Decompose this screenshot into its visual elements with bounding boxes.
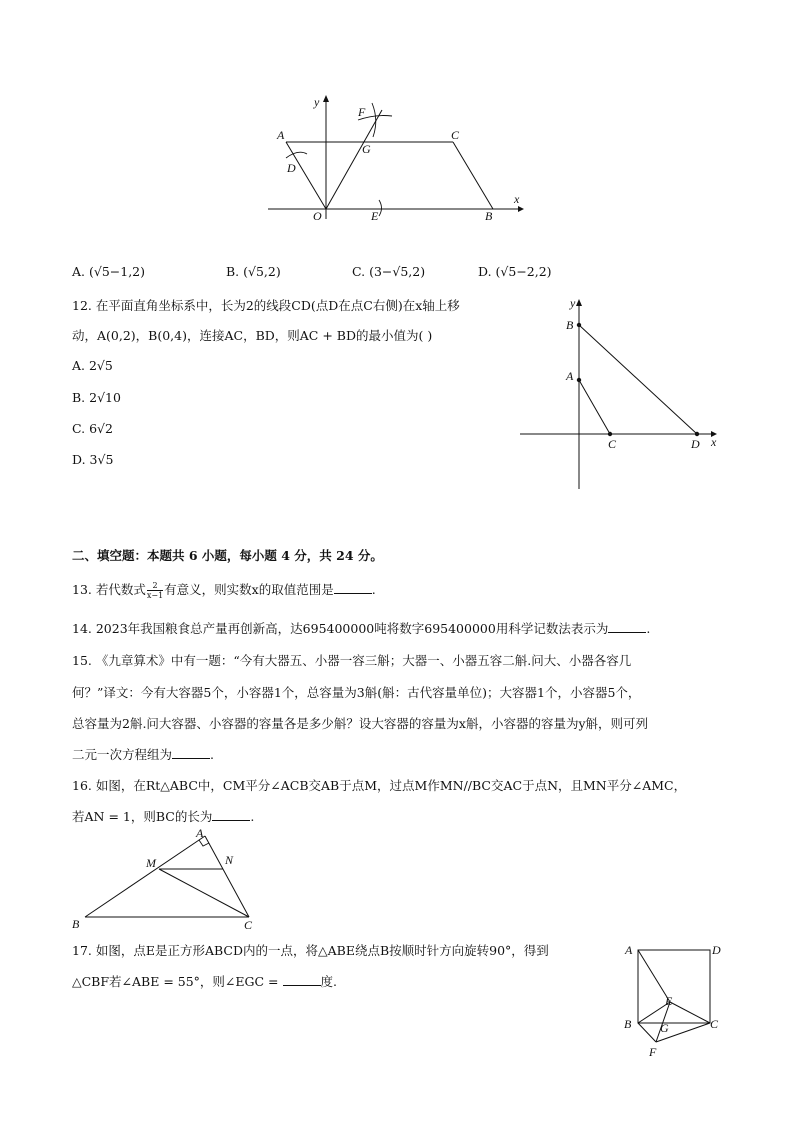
x-axis-arrow	[518, 206, 524, 212]
q15-line4-text: 二元一次方程组为	[72, 747, 173, 762]
label-a: A	[566, 369, 574, 383]
label-e: E	[665, 994, 673, 1008]
arc-e	[379, 200, 382, 216]
q17-line2	[72, 972, 337, 990]
arc-d	[286, 152, 307, 158]
label-o: O	[313, 209, 322, 223]
label-n: N	[225, 853, 234, 867]
label-d: D	[712, 943, 721, 957]
arc-f-2	[372, 103, 376, 137]
q12-figure	[515, 292, 725, 492]
label-f: F	[358, 105, 366, 119]
square-abcd	[638, 950, 710, 1023]
label-g: G	[362, 142, 371, 156]
q16-answer-blank[interactable]	[212, 808, 250, 821]
label-b: B	[72, 917, 80, 931]
point-d	[695, 432, 699, 436]
q13-end: .	[371, 582, 376, 597]
q11-option-c[interactable]: C. (3−√5,2)	[352, 264, 426, 279]
q15-line1: 15. 《九章算术》中有一题：“今有大器五、小器一容三斛；大器一、小器五容二斛.问大、小器各容几	[72, 653, 632, 668]
q17-end: 度.	[320, 974, 337, 989]
label-b: B	[624, 1017, 632, 1031]
q16-end: .	[250, 809, 255, 824]
q14-end: .	[646, 621, 651, 636]
label-y: y	[570, 296, 576, 310]
q14-text: 14. 2023年我国粮食总产量再创新高，达695400000吨将数字695400000用科学记数法表示为	[72, 621, 609, 636]
q13-answer-blank[interactable]	[334, 581, 372, 594]
label-f: F	[649, 1045, 657, 1059]
segment-ac	[579, 380, 610, 434]
label-y: y	[314, 95, 320, 109]
segment-ao	[286, 142, 326, 209]
label-c: C	[244, 918, 253, 932]
q17-line2-text: △CBF若∠ABE = 55°，则∠EGC =	[72, 974, 279, 989]
q13	[72, 580, 376, 600]
q12-line2: 动，A(0,2)，B(0,4)，连接AC，BD，则AC + BD的最小值为( )	[72, 328, 433, 343]
label-b: B	[566, 318, 574, 332]
segment-cb	[453, 142, 493, 209]
q11-option-b[interactable]: B. (√5,2)	[226, 264, 281, 279]
q13-pre: 13. 若代数式	[72, 582, 146, 597]
q16-figure	[65, 825, 265, 935]
section-fill-in-heading: 二、填空题：本题共 6 小题，每小题 4 分，共 24 分。	[72, 548, 383, 563]
q15-line3: 总容量为2斛.问大容器、小容器的容量各是多少斛？设大容器的容量为x斛，小容器的容量为y斛，则可列	[72, 716, 649, 731]
q12-line1: 12. 在平面直角坐标系中，长为2的线段CD(点D在点C右侧)在x轴上移	[72, 298, 460, 313]
q13-denominator: x−1	[146, 591, 164, 600]
q13-fraction	[147, 581, 163, 600]
q15-end: .	[210, 747, 214, 762]
point-b	[577, 323, 581, 327]
segment-ec	[670, 1002, 710, 1023]
q12-option-d[interactable]: D. 3√5	[72, 452, 114, 467]
segment-bd	[579, 325, 697, 434]
label-x: x	[711, 435, 717, 449]
label-e: E	[371, 209, 379, 223]
label-a: A	[196, 826, 204, 840]
q17-answer-blank[interactable]	[283, 973, 321, 986]
q12-option-a[interactable]: A. 2√5	[72, 358, 113, 373]
q16-line2-text: 若AN = 1，则BC的长为	[72, 809, 213, 824]
y-axis-arrow	[323, 95, 329, 102]
label-d: D	[691, 437, 700, 451]
q13-post: 有意义，则实数x的取值范围是	[164, 582, 334, 597]
label-a: A	[277, 128, 285, 142]
label-m: M	[146, 856, 156, 870]
label-c: C	[451, 128, 460, 142]
ray-of	[326, 110, 382, 209]
label-c: C	[608, 437, 617, 451]
q11-option-d[interactable]: D. (√5−2,2)	[478, 264, 552, 279]
q12-option-c[interactable]: C. 6√2	[72, 421, 113, 436]
label-d: D	[287, 161, 296, 175]
point-c	[608, 432, 612, 436]
q15-answer-blank[interactable]	[172, 746, 210, 759]
q13-numerator: 2	[147, 581, 163, 591]
y-axis-arrow	[576, 299, 582, 306]
q16-line1: 16. 如图，在Rt△ABC中，CM平分∠ACB交AB于点M，过点M作MN//BC交AC于点N，且MN平分∠AMC，	[72, 778, 687, 793]
q11-option-a[interactable]: A. (√5−1,2)	[72, 264, 145, 279]
q14	[72, 619, 650, 637]
q11-figure	[260, 92, 530, 227]
label-b: B	[485, 209, 493, 223]
q17-figure	[615, 935, 735, 1065]
segment-bf	[638, 1023, 656, 1042]
q16-line2	[72, 807, 254, 825]
q17-line1: 17. 如图，点E是正方形ABCD内的一点，将△ABE绕点B按顺时针方向旋转90°，得到	[72, 943, 549, 958]
q14-answer-blank[interactable]	[608, 620, 646, 633]
segment-ab	[85, 836, 205, 917]
label-g: G	[660, 1021, 669, 1035]
q15-line2: 何？”译文：今有大容器5个，小容器1个，总容量为3斛(斛：古代容量单位)；大容器1个，小容器5个，	[72, 685, 641, 700]
q12-option-b[interactable]: B. 2√10	[72, 390, 121, 405]
label-x: x	[514, 192, 520, 206]
point-a	[577, 378, 581, 382]
label-a: A	[625, 943, 633, 957]
label-c: C	[710, 1017, 719, 1031]
q15-line4	[72, 745, 214, 763]
